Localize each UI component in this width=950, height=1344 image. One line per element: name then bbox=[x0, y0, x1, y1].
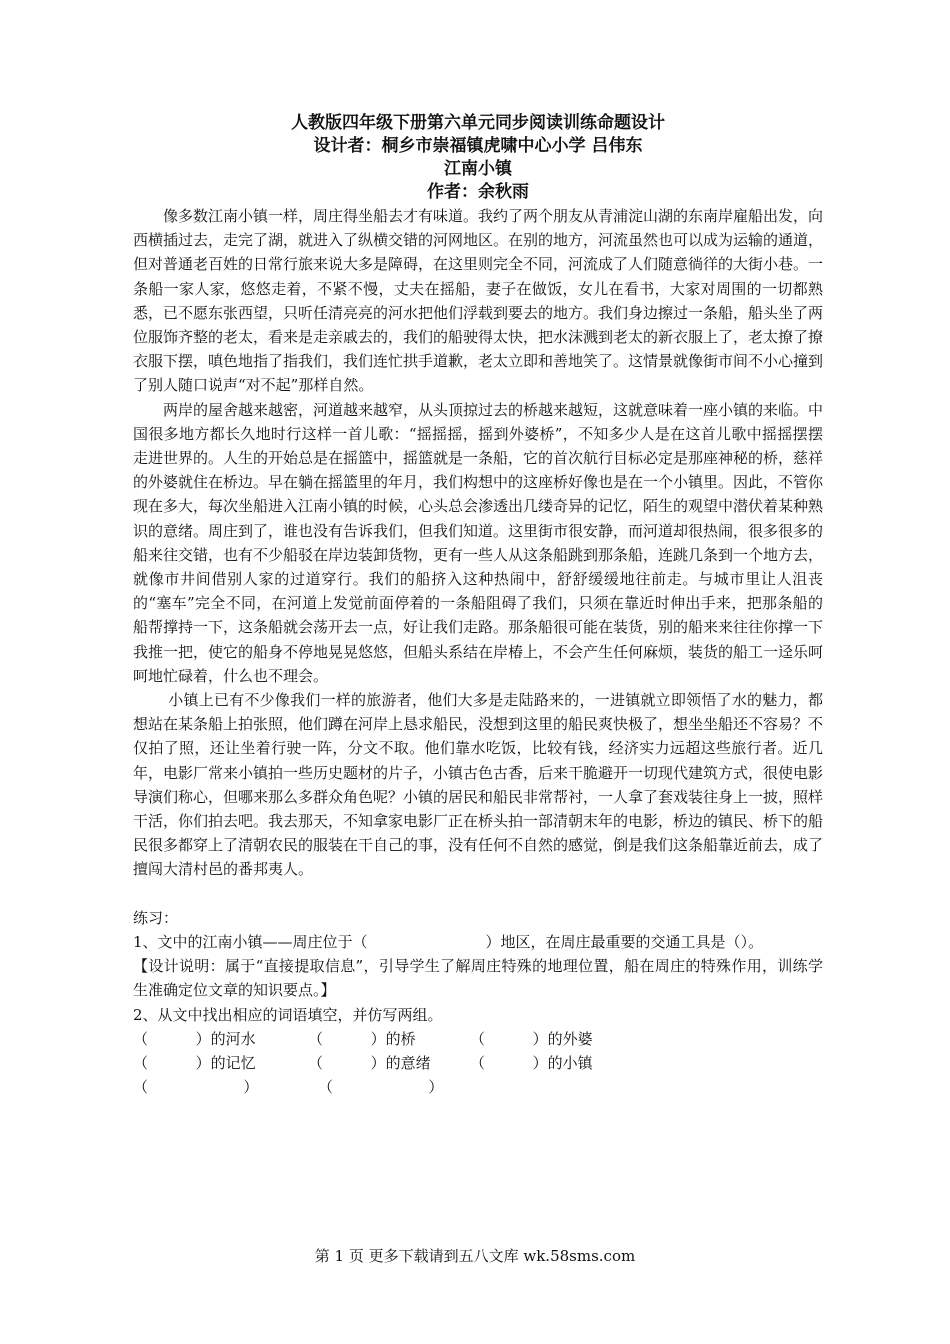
fill-item: （ ）的意绪 bbox=[308, 1053, 431, 1072]
page-footer: 第 1 页 更多下载请到五八文库 wk.58sms.com bbox=[314, 1247, 636, 1265]
question-1 bbox=[133, 930, 823, 954]
question-2: 2、从文中找出相应的词语填空，并仿写两组。 bbox=[133, 1005, 443, 1024]
article-paragraph-2: 两岸的屋舍越来越密，河道越来越窄，从头顶掠过去的桥越来越短，这就意味着一座小镇的来临。中国很多地方都长久地时行这样一首儿歌：“摇摇摇，摇到外婆桥”，不知多少人是在这首儿歌中摇摇摆摆走进世界的。人生的开始总是在摇篮中，摇篮就是一条船，它的首次航行目标必定是那座神秘的桥，慈祥的外婆就住在桥边。早在躺在摇篮里的年月，我们构想中的这座桥好像也是在一个小镇里。因此，不管你现在多大，每次坐船进入江南小镇的时候，心头总会渗透出几缕奇异的记忆，陌生的观望中潜伏着某种熟识的意绪。周庄到了，谁也没有告诉我们，但我们知道。这里街市很安静，而河道却很热闹，很多很多的船来往交错，也有不少船驳在岸边装卸货物，更有一些人从这条船跳到那条船，连跳几条到一个地方去，就像市井间借别人家的过道穿行。我们的船挤入这种热闹中，舒舒缓缓地往前走。与城市里让人沮丧的“塞车”完全不同，在河道上发觉前面停着的一条船阻碍了我们，只须在靠近时伸出手来，把那条船的船帮撑持一下，这条船就会荡开去一点，好让我们走路。那条船很可能在装货，别的船来来往往你撑一下我推一把，使它的船身不停地晃晃悠悠，但船头系结在岸椿上，不会产生任何麻烦，装货的船工一迳乐呵呵地忙碌着，什么也不理会。 bbox=[133, 400, 824, 685]
fill-item: （ ）的小镇 bbox=[470, 1053, 593, 1072]
fill-row-3 bbox=[133, 1075, 823, 1099]
fill-item: （ ）的河水 bbox=[133, 1029, 256, 1048]
design-note: 【设计说明：属于“直接提取信息”，引导学生了解周庄特殊的地理位置，船在周庄的特殊作用，训练学生准确定位文章的知识要点。】 bbox=[133, 957, 823, 1000]
document-page bbox=[133, 112, 823, 1099]
exercises-heading: 练习： bbox=[133, 908, 179, 927]
question-1-part-3: ）。 bbox=[740, 932, 764, 951]
article-paragraph-1: 像多数江南小镇一样，周庄得坐船去才有味道。我约了两个朋友从青浦淀山湖的东南岸雇船出发，向西横插过去，走完了湖，就进入了纵横交错的河网地区。在别的地方，河流虽然也可以成为运输的通道，但对普通老百姓的日常行旅来说大多是障碍，在这里则完全不同，河流成了人们随意徜徉的大街小巷。一条船一家人家，悠悠走着，不紧不慢，丈夫在摇船，妻子在做饭，女儿在看书，大家对周围的一切都熟悉，已不愿东张西望，只听任清亮亮的河水把他们浮载到要去的地方。我们身边擦过一条船，船头坐了两位服饰齐整的老太，看来是走亲戚去的，我们的船驶得太快，把水沫溅到老太的新衣服上了，老太撩了撩衣服下摆，嗔色地指了指我们，我们连忙拱手道歉，老太立即和善地笑了。这情景就像街市间不小心撞到了别人随口说声“对不起”那样自然。 bbox=[133, 207, 824, 395]
author-line: 作者：余秋雨 bbox=[427, 182, 529, 202]
fill-row-2 bbox=[133, 1051, 823, 1075]
fill-item: （ ）的外婆 bbox=[470, 1029, 593, 1048]
article-title: 江南小镇 bbox=[444, 159, 512, 179]
fill-item: （ ） bbox=[318, 1078, 444, 1097]
question-1-part-2: ）地区，在周庄最重要的交通工具是（ bbox=[485, 932, 741, 951]
designer-line: 设计者：桐乡市崇福镇虎啸中心小学 吕伟东 bbox=[313, 136, 643, 156]
fill-item: （ ）的记忆 bbox=[133, 1053, 256, 1072]
question-1-part-1: 1、文中的江南小镇——周庄位于（ bbox=[133, 932, 368, 951]
fill-item: （ ）的桥 bbox=[308, 1029, 416, 1048]
fill-item: （ ） bbox=[133, 1078, 259, 1097]
section-spacer bbox=[133, 882, 823, 906]
document-title: 人教版四年级下册第六单元同步阅读训练命题设计 bbox=[291, 113, 665, 133]
article-paragraph-3: 小镇上已有不少像我们一样的旅游者，他们大多是走陆路来的，一进镇就立即领悟了水的魅力，都想站在某条船上拍张照，他们蹲在河岸上恳求船民，没想到这里的船民爽快极了，想坐坐船还不容易？不仅拍了照，还让坐着行驶一阵，分文不取。他们靠水吃饭，比较有钱，经济实力远超这些旅行者。近几年，电影厂常来小镇拍一些历史题材的片子，小镇古色古香，后来干脆避开一切现代建筑方式，很使电影导演们称心，但哪来那么多群众角色呢？小镇的居民和船民非常帮衬，一人拿了套戏装往身上一披，照样干活，你们拍去吧。我去那天，不知拿家电影厂正在桥头拍一部清朝末年的电影，桥边的镇民、桥下的船民很多都穿上了清朝农民的服装在干自己的事，没有任何不自然的感觉，倒是我们这条船靠近前去，成了擅闯大清村邑的番邦夷人。 bbox=[133, 691, 824, 879]
fill-row-1 bbox=[133, 1027, 823, 1051]
